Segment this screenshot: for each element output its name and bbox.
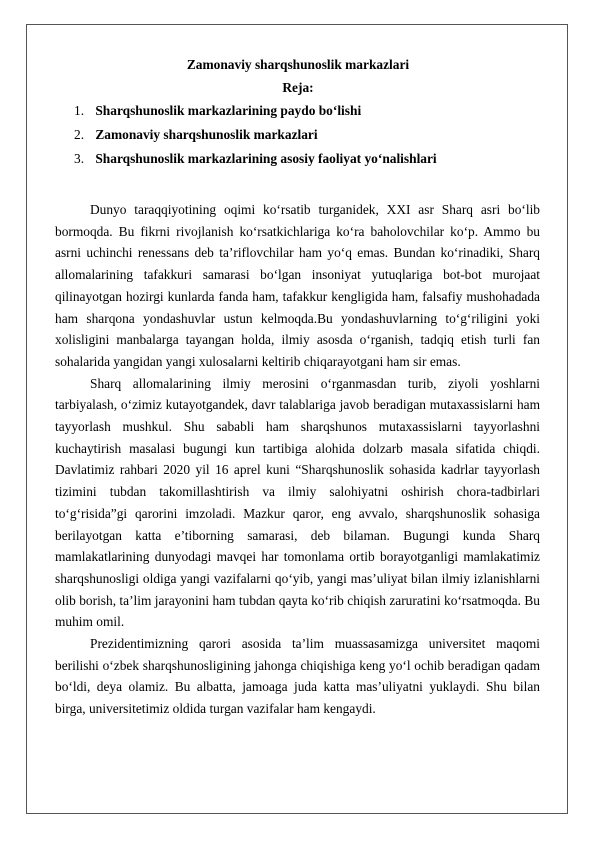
plan-item-text: Sharqshunoslik markazlarining asosiy faoliyat yo‘nalishlari	[95, 151, 437, 166]
paragraph: Prezidentimizning qarori asosida ta’lim muassasamizga universitet maqomi berilishi o‘zbek sharqshunosligining jahonga chiqishiga keng yo‘l ochib beradigan qadam bo‘ldi, deya olamiz. Bu albatta, jamoaga juda katta mas’uliyatni yuklaydi. Shu bilan birga, universitetimiz oldida turgan vazifalar ham kengaydi.	[55, 636, 540, 717]
plan-heading: Reja:	[282, 80, 314, 95]
plan-item	[74, 103, 437, 127]
plan-list	[74, 103, 437, 175]
plan-item-text: Sharqshunoslik markazlarining paydo bo‘lishi	[95, 103, 362, 118]
plan-item	[74, 127, 437, 151]
document-title: Zamonaviy sharqshunoslik markazlari	[186, 57, 410, 72]
plan-item-number: 3.	[74, 151, 85, 166]
plan-item-number: 2.	[74, 127, 85, 142]
plan-item-number: 1.	[74, 103, 85, 118]
body-text	[55, 199, 540, 717]
plan-item-text: Zamonaviy sharqshunoslik markazlari	[95, 127, 318, 142]
plan-item	[74, 151, 437, 175]
paragraph: Sharq allomalarining ilmiy merosini o‘rganmasdan turib, ziyoli yoshlarni tarbiyalash, o‘zimiz kutayotgandek, davr talablariga javob beradigan mutaxassislarni ham tayyorlash mushkul. Shu sababli ham sharqshunos mutaxassislarni tayyorlashni kuchaytirish masalasi bugungi kun tartibiga alohida dolzarb masala sifatida chiqdi. Davlatimiz rahbari 2020 yil 16 aprel kuni “Sharqshunoslik sohasida kadrlar tayyorlash tizimini tubdan takomillashtirish va ilmiy salohiyatni oshirish chora-tadbirlari to‘g‘risida”gi qarorini imzoladi. Mazkur qaror, eng avvalo, sharqshunoslik sohasiga berilayotgan katta e’tiborning samarasi, deb bilaman. Bugungi kunda Sharq mamlakatlarining dunyodagi mavqei har tomonlama ortib borayotganligi mamlakatimiz sharqshunosligi oldiga yangi vazifalarni qo‘yib, yangi mas’uliyat bilan ilmiy izlanishlarni olib borish, ta’lim jarayonini ham tubdan qayta ko‘rib chiqish zaruratini ko‘rsatmoqda. Bu muhim omil.	[55, 375, 540, 630]
paragraph: Dunyo taraqqiyotining oqimi ko‘rsatib turganidek, XXI asr Sharq asri bo‘lib bormoqda. Bu fikrni rivojlanish ko‘rsatkichlariga ko‘ra baholovchilar ko‘p. Ammo bu asrni uchinchi renessans deb ta’riflovchilar ham yo‘q emas. Bundan ko‘rinadiki, Sharq allomalarining tafakkuri samarasi bo‘lgan insoniyat yutuqlariga bot-bot murojaat qilinayotgan hozirgi kunlarda fanda ham, tafakkur kengligida ham, falsafiy mushohadada ham sharqona yondashuvlar ustun kelmoqda.Bu yondashuvlarning to‘g‘riligini yoki xolisligini manbalarga tayangan holda, ilmiy asosda o‘rganish, tadqiq etish turli fan sohalarida yangidan yangi xulosalarni keltirib chiqarayotgani ham sir emas.	[55, 202, 540, 369]
